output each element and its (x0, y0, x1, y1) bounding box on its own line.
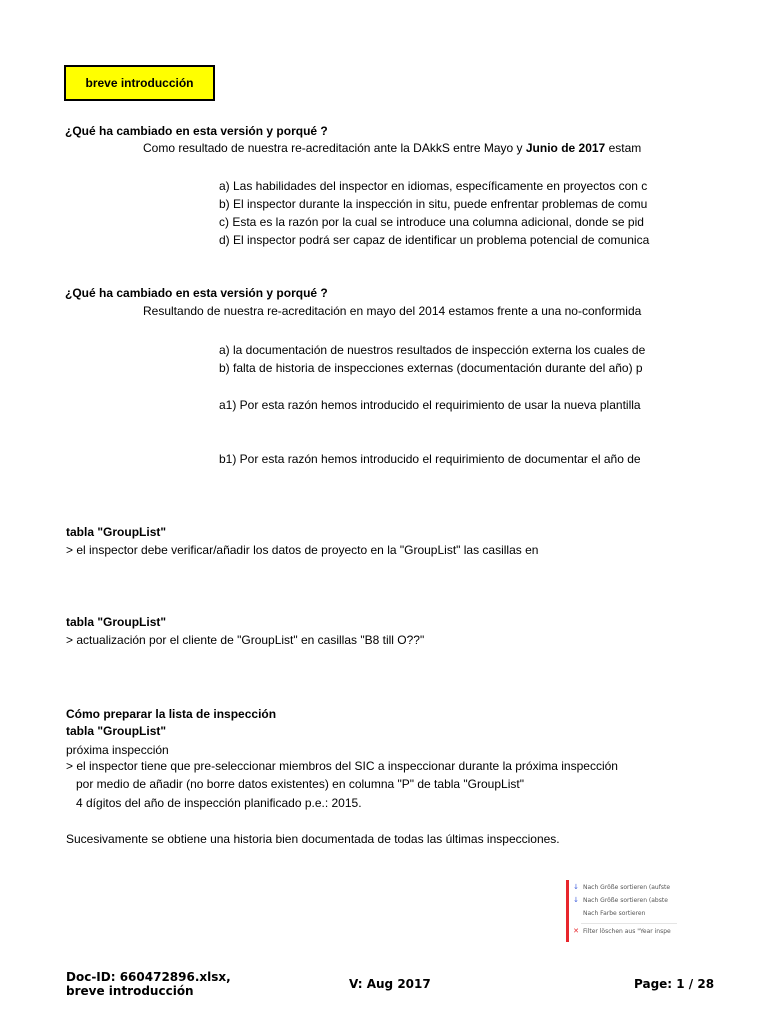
section2-item-a1: a1) Por esta razón hemos introducido el requirimiento de usar la nueva plantilla (219, 398, 641, 412)
section3-heading: tabla "GroupList" (66, 525, 167, 539)
section5-line3: 4 dígitos del año de inspección planificado p.e.: 2015. (76, 796, 362, 810)
section2-item-b: b) falta de historia de inspecciones externas (documentación durante del año) p (219, 361, 643, 375)
section5-line2: por medio de añadir (no borre datos existentes) en columna "P" de tabla "GroupList" (76, 777, 524, 791)
thumb-row-sort-desc (569, 895, 679, 906)
section4-heading: tabla "GroupList" (66, 615, 167, 629)
title-box-label: breve introducción (85, 76, 194, 90)
section5-line4: Sucesivamente se obtiene una historia bien documentada de todas las últimas inspecciones. (66, 832, 560, 846)
thumb-row-label: Nach Farbe sortieren (583, 910, 646, 917)
thumb-row-sort-asc (569, 882, 679, 893)
section2-intro: Resultando de nuestra re-acreditación en mayo del 2014 estamos frente a una no-conformida (143, 304, 642, 318)
thumb-row-sort-color (569, 908, 679, 919)
footer-version: V: Aug 2017 (349, 977, 431, 991)
section5-heading2: tabla "GroupList" (66, 724, 167, 738)
section1-item-b: b) El inspector durante la inspección in situ, puede enfrentar problemas de comu (219, 197, 648, 211)
section2-heading: ¿Qué ha cambiado en esta versión y porqué ? (65, 286, 328, 300)
section1-intro-post: estam (605, 141, 642, 155)
context-menu-thumbnail (566, 880, 679, 942)
section1-heading: ¿Qué ha cambiado en esta versión y porqué ? (65, 124, 328, 138)
sort-descending-icon: ↓ (573, 896, 579, 904)
thumb-row-label: Nach Größe sortieren (abste (583, 897, 668, 904)
sort-ascending-icon: ↓ (573, 883, 579, 891)
section5-line1: > el inspector tiene que pre-seleccionar miembros del SIC a inspeccionar durante la próxima inspección (66, 759, 618, 773)
section2-item-b1: b1) Por esta razón hemos introducido el requirimiento de documentar el año de (219, 452, 641, 466)
thumb-row-label: Nach Größe sortieren (aufste (583, 884, 671, 891)
thumb-row-clear-filter (569, 926, 679, 937)
section1-item-d: d) El inspector podrá ser capaz de identificar un problema potencial de comunica (219, 233, 650, 247)
section1-intro (143, 141, 676, 156)
section4-line: > actualización por el cliente de "GroupList" en casillas "B8 till O??" (66, 633, 425, 647)
section1-intro-pre: Como resultado de nuestra re-acreditación ante la DAkkS entre Mayo y (143, 141, 526, 155)
footer-doc-sub: breve introducción (66, 984, 194, 998)
section5-sub: próxima inspección (66, 743, 169, 757)
section5-heading1: Cómo preparar la lista de inspección (66, 707, 277, 721)
footer-doc-id: Doc-ID: 660472896.xlsx, (66, 970, 231, 984)
section1-item-a: a) Las habilidades del inspector en idiomas, específicamente en proyectos con c (219, 179, 648, 193)
section3-line: > el inspector debe verificar/añadir los datos de proyecto en la "GroupList" las casillas en (66, 543, 539, 557)
section2-item-a: a) la documentación de nuestros resultados de inspección externa los cuales de (219, 343, 646, 357)
title-box (64, 65, 215, 101)
section1-intro-bold: Junio de 2017 (525, 141, 606, 155)
clear-filter-icon: ✕ (573, 927, 579, 935)
section1-item-c: c) Esta es la razón por la cual se introduce una columna adicional, donde se pid (219, 215, 644, 229)
thumb-row-label: Filter löschen aus "Year inspe (583, 928, 671, 935)
footer-page-number: Page: 1 / 28 (634, 977, 715, 991)
thumb-separator (581, 923, 677, 924)
